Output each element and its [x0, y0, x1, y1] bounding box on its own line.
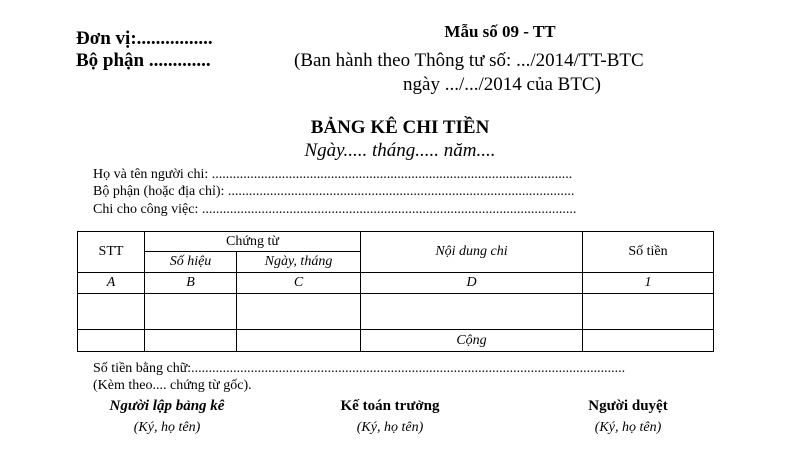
- table-cell: [583, 294, 714, 330]
- header-stt: STT: [78, 232, 145, 273]
- column-code-row: [78, 273, 714, 294]
- signature-title-preparer: Người lập bảng kê: [109, 398, 225, 414]
- expense-table: [77, 231, 714, 352]
- table-cell: [237, 330, 361, 352]
- header-content: Nội dung chi: [361, 232, 583, 273]
- department-field: Bộ phận .............: [76, 50, 211, 71]
- amount-in-words-line: Số tiền bằng chữ:............................................................................................................................: [93, 361, 626, 376]
- document-title: BẢNG KÊ CHI TIỀN: [310, 117, 490, 138]
- code-cell: A: [78, 273, 145, 294]
- issued-by-text: (Ban hành theo Thông tư số: .../2014/TT-BTC: [294, 50, 644, 71]
- table-row: [78, 294, 714, 330]
- form-number: Mẫu số 09 - TT: [444, 22, 556, 41]
- header-amount: Số tiền: [583, 232, 714, 273]
- table-cell: [78, 294, 145, 330]
- code-cell: D: [361, 273, 583, 294]
- signature-note-approver: (Ký, họ tên): [594, 420, 662, 435]
- payer-name-line: Họ và tên người chi: .......................................................................................................: [93, 167, 573, 182]
- unit-field: Đơn vị:................: [76, 28, 213, 49]
- header-voucher-number: Số hiệu: [145, 252, 237, 273]
- signature-title-approver: Người duyệt: [588, 398, 668, 414]
- signature-note-chief-accountant: (Ký, họ tên): [356, 420, 424, 435]
- total-amount-cell: [583, 330, 714, 352]
- table-cell: [78, 330, 145, 352]
- table-header-row: [78, 232, 714, 252]
- table-cell: [361, 294, 583, 330]
- table-cell: [145, 330, 237, 352]
- table-cell: [145, 294, 237, 330]
- signature-note-preparer: (Ký, họ tên): [133, 420, 201, 435]
- code-cell: B: [145, 273, 237, 294]
- purpose-line: Chi cho công việc: ...........................................................................................................: [93, 202, 577, 217]
- signature-title-chief-accountant: Kế toán trưởng: [340, 398, 440, 414]
- header-voucher: Chứng từ: [145, 232, 361, 252]
- table-cell: [237, 294, 361, 330]
- date-line: Ngày..... tháng..... năm....: [304, 140, 496, 161]
- total-label: Cộng: [361, 330, 583, 352]
- header-voucher-date: Ngày, tháng: [237, 252, 361, 273]
- attached-documents-line: (Kèm theo.... chứng từ gốc).: [93, 378, 252, 393]
- code-cell: 1: [583, 273, 714, 294]
- code-cell: C: [237, 273, 361, 294]
- total-row: [78, 330, 714, 352]
- issued-date-text: ngày .../.../2014 của BTC): [403, 74, 601, 95]
- payer-department-line: Bộ phận (hoặc địa chỉ): ...................................................................................................: [93, 184, 575, 199]
